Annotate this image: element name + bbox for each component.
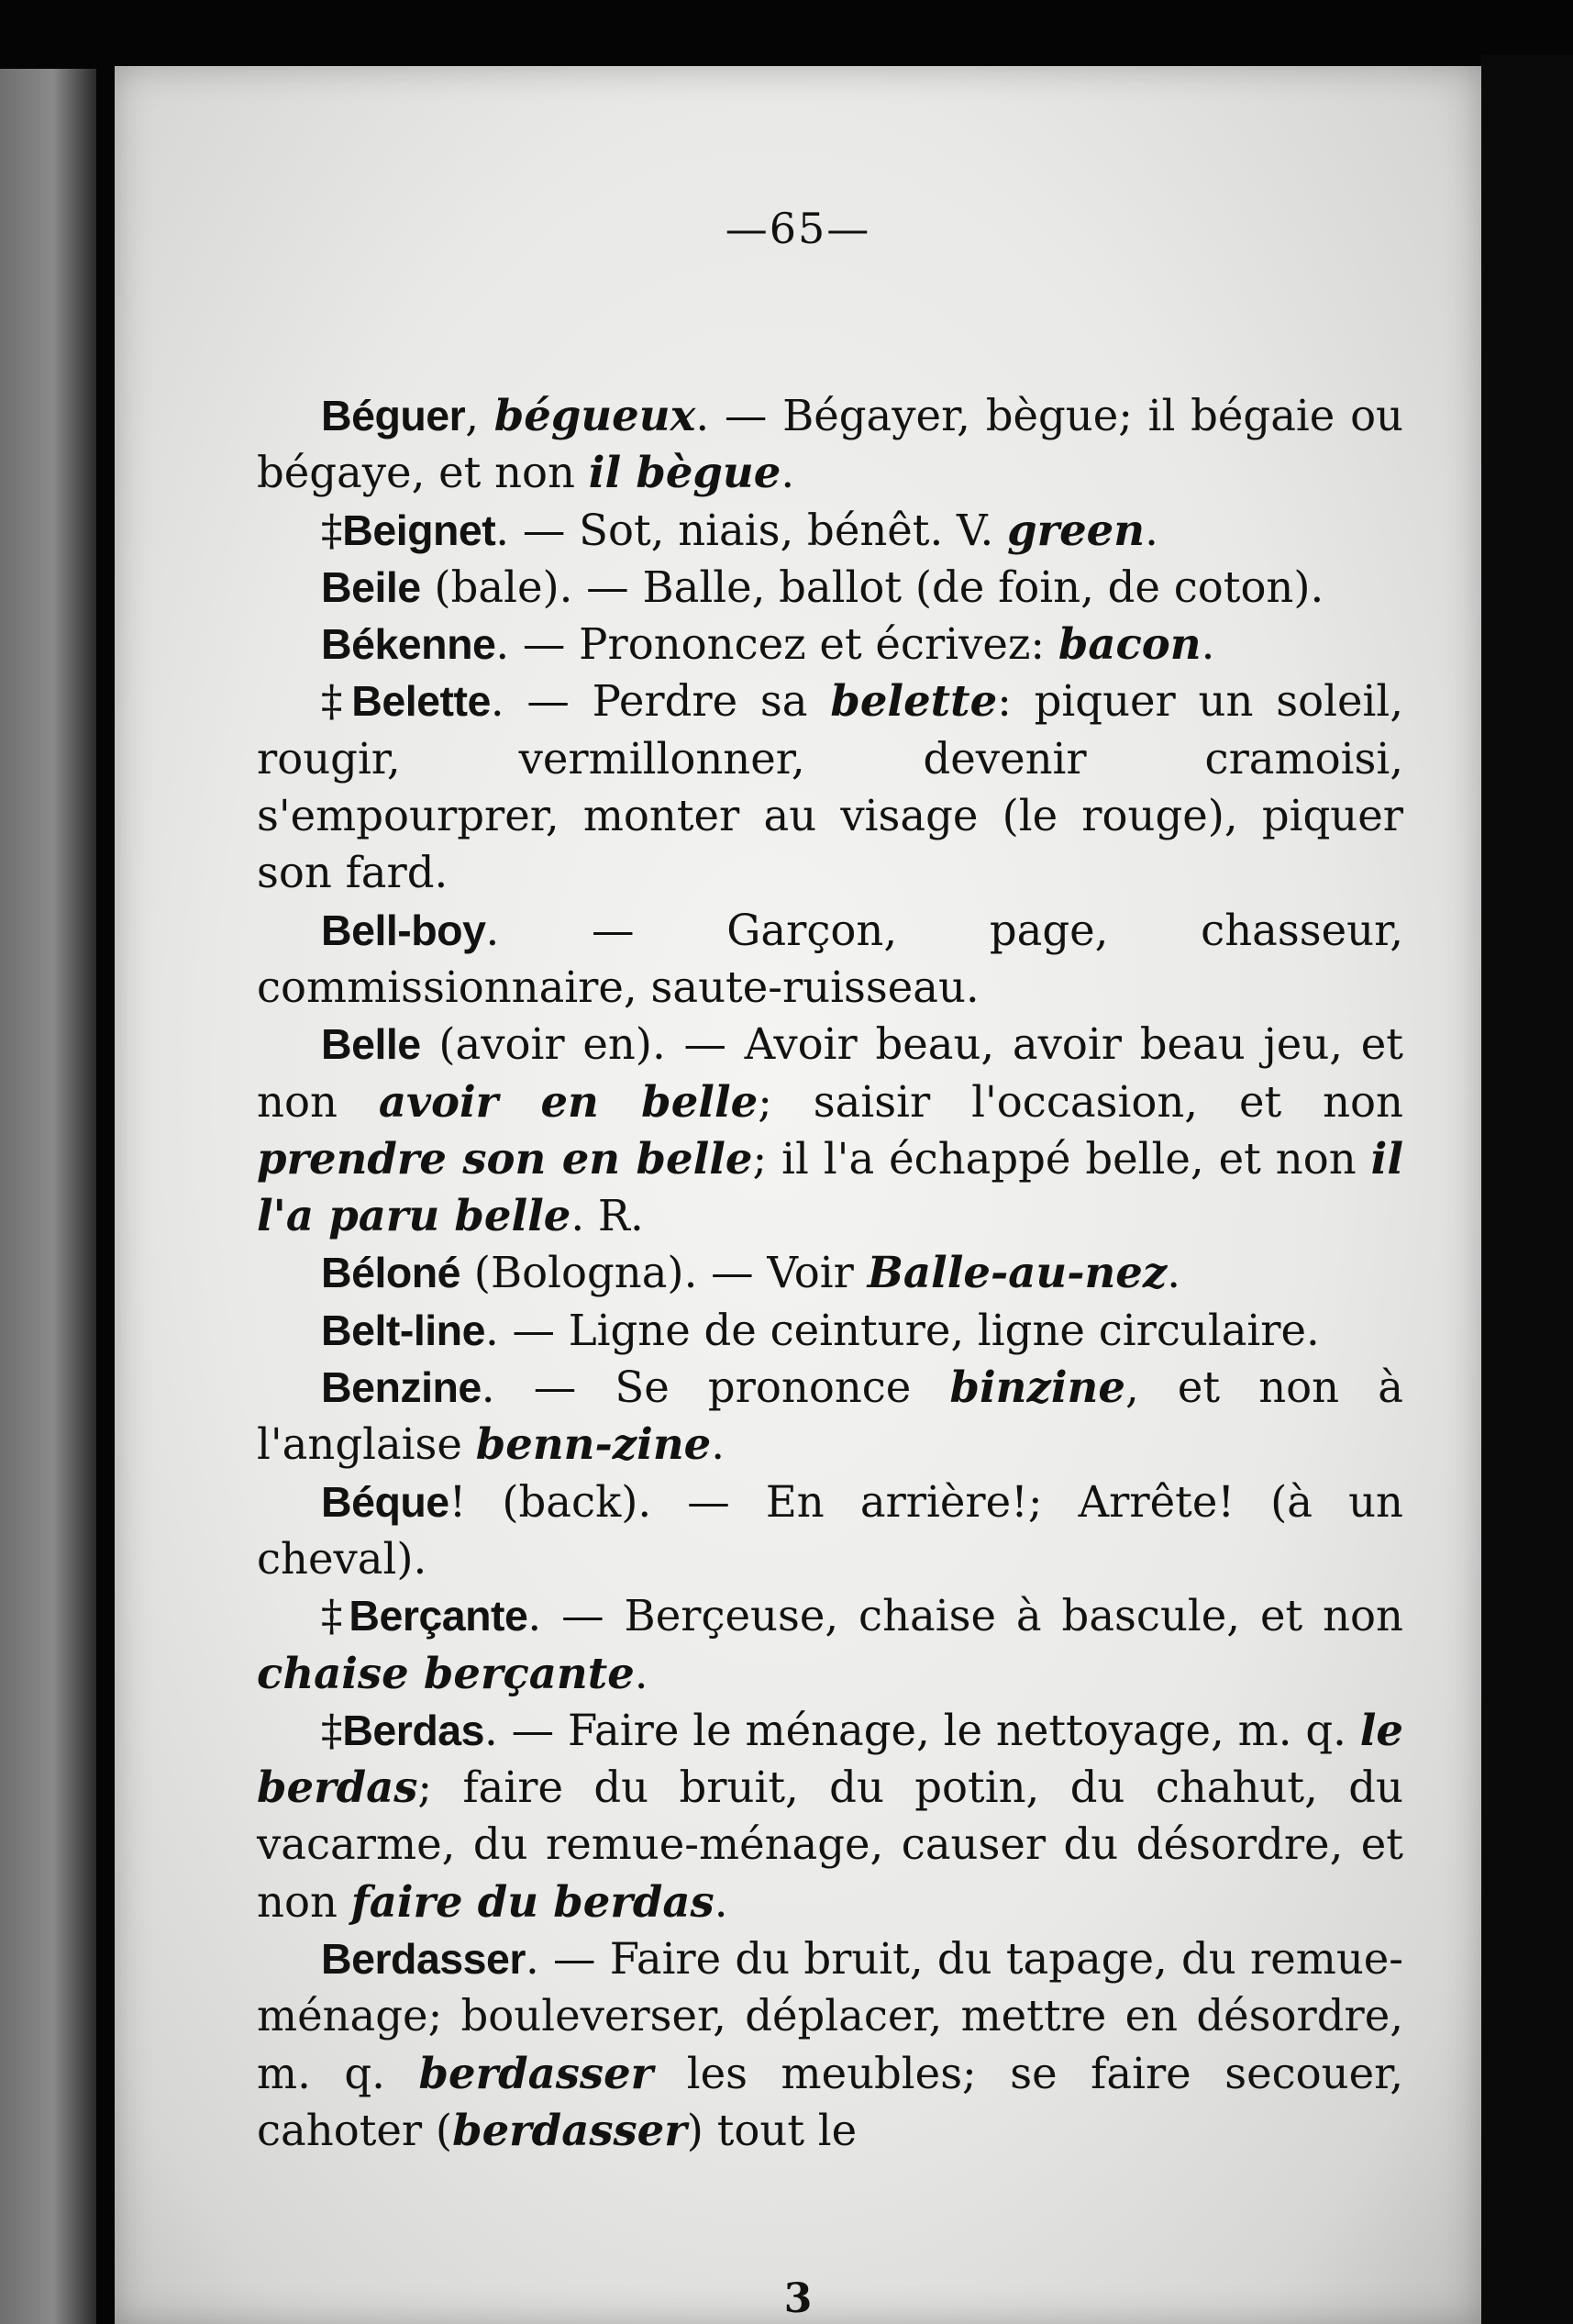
entry-berdasser [257,1930,1403,2159]
entry-beignet [257,502,1403,559]
entry-benzine [257,1359,1403,1473]
entry-text: . [781,448,795,498]
headword: Beignet [342,506,496,554]
entry-beque [257,1473,1403,1588]
italic-term: il bègue [588,447,781,498]
headword: Belle [321,1020,421,1069]
headword: Bell-boy [321,906,486,954]
entry-text: . — Ligne de ceinture, ligne circulaire. [484,1305,1320,1355]
entry-text: . [711,1419,725,1470]
italic-term: green [1007,504,1146,555]
entry-text: ! (back). — En arrière!; Arrête! (à un cheval). [257,1476,1403,1584]
italic-term: prendre son en belle [257,1132,753,1184]
italic-term: chaise berçante [257,1647,635,1698]
headword: Beile [321,562,421,611]
headword: Benzine [321,1363,482,1412]
entry-text: . [1201,619,1215,670]
entry-text: . — Berçeuse, chaise à bascule, et non [527,1591,1404,1641]
headword: Béguer [321,392,466,439]
italic-term: belette [830,675,998,727]
entry-beile [257,559,1403,616]
entry-text: ; faire du bruit, du potin, du chahut, du vacarme, du remue-ménage, causer du désordre, et non [257,1762,1403,1927]
entry-text: . — Sot, niais, bénêt. V. [495,505,1008,555]
headword: Béque [321,1477,449,1526]
headword: Belt-line [321,1306,485,1354]
headword: Berçante [349,1592,528,1640]
entry-text: ; il l'a échappé belle, et non [752,1133,1371,1184]
entry-text: . [714,1876,728,1927]
headword: Belette [351,677,491,726]
headword: Békenne [321,620,496,669]
entry-text: . R. [570,1191,644,1241]
entry-text: . — Bégayer, bègue; il bégaie ou bégaye, et non [257,391,1404,498]
headword: Béloné [321,1249,461,1297]
headword: Berdasser [321,1935,526,1984]
italic-term: bacon [1058,618,1202,670]
page-number: —65— [725,204,871,253]
italic-term: binzine [949,1362,1125,1413]
entry-text: (bale). — Balle, ballot (de foin, de coton). [420,562,1324,612]
entry-text: ) tout le [686,2105,858,2155]
entry-text: . [634,1648,648,1698]
entry-text: . — Faire du bruit, du tapage, du remue-ménage; bouleverser, déplacer, mettre en désordre, m. q. [257,1934,1403,2098]
entry-text: , [465,391,494,440]
entry-text: ‡ [321,1591,349,1641]
entry-text: . [1167,1248,1181,1298]
entry-text: : piquer un soleil, rougir, vermillonner, devenir cramoisi, s'empourprer, monter au visage (le rouge), piquer son fard. [257,676,1404,898]
italic-term: il l'a paru belle [257,1132,1403,1241]
italic-term: benn-zine [475,1418,712,1470]
entry-belette [257,673,1403,901]
italic-term: bégueux [493,390,696,440]
entry-text: . — Garçon, page, chasseur, commissionnaire, saute-ruisseau. [257,905,1403,1012]
scan-border [1481,55,1573,2324]
dictionary-entries [257,387,1403,2159]
book-page [115,66,1481,2324]
entry-belone [257,1244,1403,1301]
entry-beguer [257,387,1403,502]
entry-text: ; saisir l'occasion, et non [758,1076,1403,1127]
entry-bercante [257,1587,1403,1702]
entry-text: . — Perdre sa [490,676,831,727]
italic-term: faire du berdas [350,1875,714,1927]
entry-text: les meubles; se faire secouer, cahoter ( [257,2048,1404,2155]
signature-mark: 3 [783,2275,813,2322]
entry-text: . — Se prononce [481,1362,950,1413]
entry-text: ‡ [321,505,343,555]
entry-text: ‡ [321,1705,343,1755]
entry-berdas [257,1702,1403,1930]
italic-term: Balle-au-nez [867,1247,1168,1298]
entry-bell-boy [257,902,1403,1017]
italic-term: le berdas [257,1704,1403,1813]
italic-term: avoir en belle [378,1075,759,1127]
entry-text: . [1145,505,1158,555]
entry-text: . — Prononcez et écrivez: [495,619,1058,670]
headword: Berdas [342,1706,484,1754]
entry-belle [257,1016,1403,1244]
entry-text: (Bologna). — Voir [460,1248,868,1298]
entry-text: (avoir en). — Avoir beau, avoir beau jeu, et non [257,1019,1403,1127]
italic-term: berdasser [418,2047,654,2098]
entry-text: , et non à l'anglaise [257,1362,1403,1470]
entry-bekenne [257,616,1403,673]
italic-term: berdasser [452,2104,687,2155]
entry-text: ‡ [321,676,352,727]
facing-page-edge [0,69,96,2324]
entry-text: . — Faire le ménage, le nettoyage, m. q. [483,1705,1360,1755]
entry-belt-line [257,1302,1403,1359]
